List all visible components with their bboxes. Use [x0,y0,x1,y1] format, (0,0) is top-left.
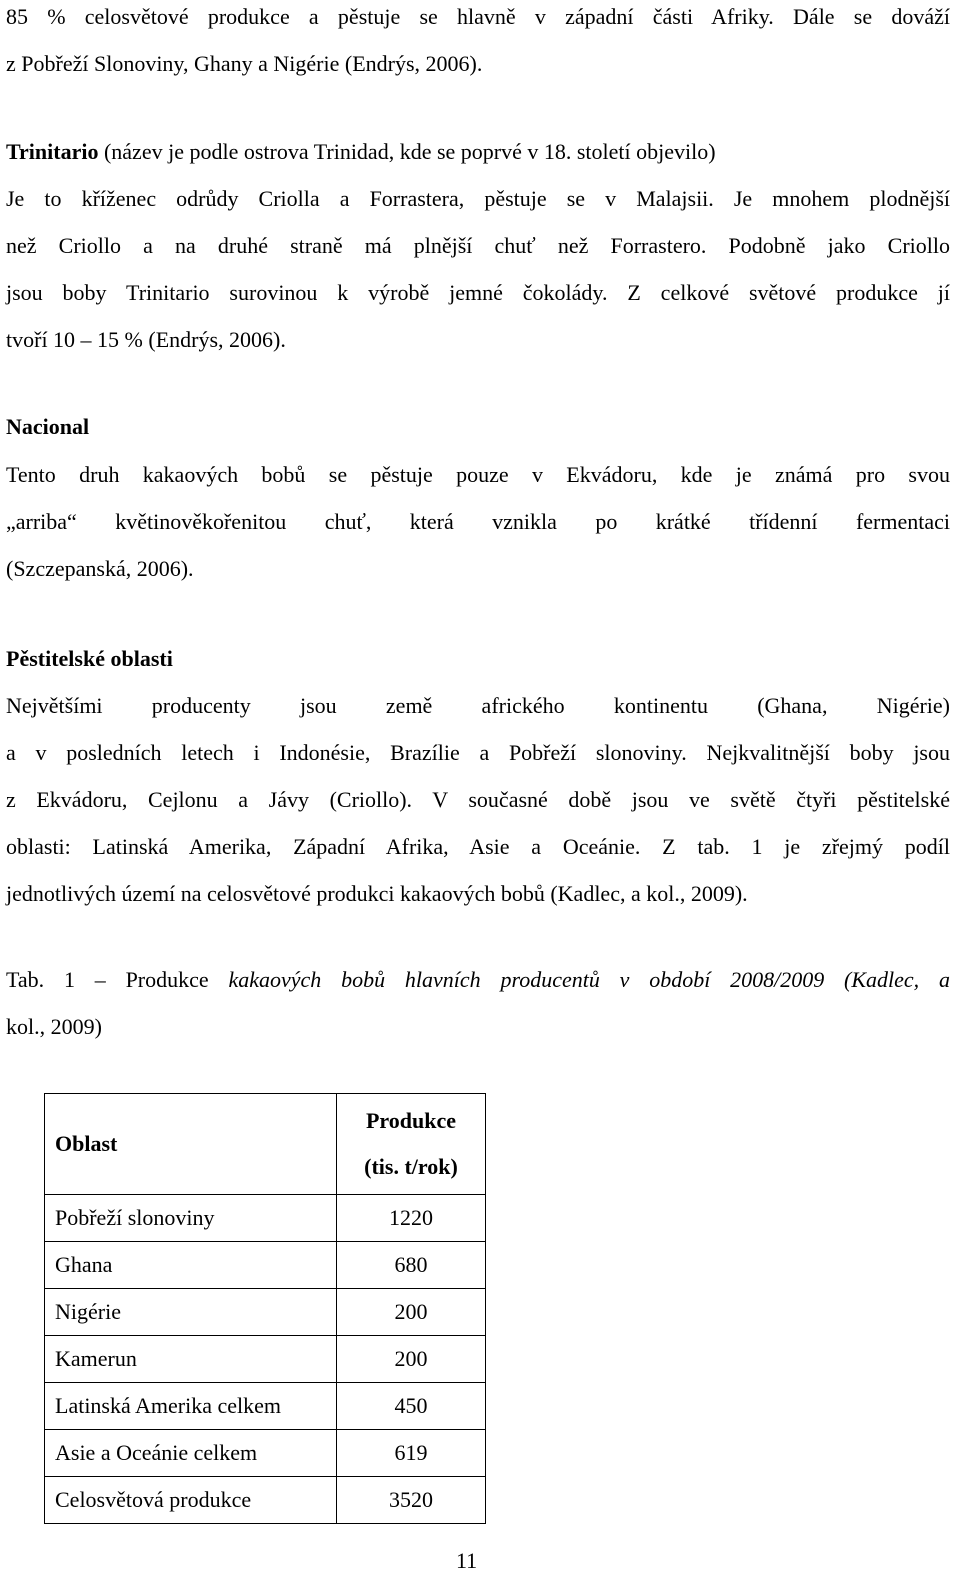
cell-value: 1220 [337,1195,486,1242]
caption-line-2: kol., 2009) [6,1014,102,1039]
trinitario-line-5: tvoří 10 – 15 % (Endrýs, 2006). [6,327,286,352]
cell-value: 3520 [337,1477,486,1524]
header-produkce-line-1: Produkce [365,1108,457,1133]
trinitario-paragraph [6,128,950,363]
cell-value: 680 [337,1242,486,1289]
cell-value: 200 [337,1289,486,1336]
table-caption [6,956,950,1050]
oblasti-heading: Pěstitelské oblasti [6,646,173,671]
production-table [44,1093,486,1524]
table-row [45,1289,486,1336]
cell-area: Celosvětová produkce [45,1477,337,1524]
oblasti-paragraph [6,682,950,917]
trinitario-line-1-rest: (název je podle ostrova Trinidad, kde se poprvé v 18. století objevilo) [98,139,716,164]
trinitario-line-2: Je to kříženec odrůdy Criolla a Forrastera, pěstuje se v Malajsii. Je mnohem plodnější [6,186,950,211]
cell-area: Asie a Oceánie celkem [45,1430,337,1477]
trinitario-line-3: než Criollo a na druhé straně má plnější chuť než Forrastero. Podobně jako Criollo [6,233,950,258]
nacional-line-2: „arriba“ květinověkořenitou chuť, která vznikla po krátké třídenní fermentaci [6,509,950,534]
table-header-row [45,1094,486,1195]
cell-area: Latinská Amerika celkem [45,1383,337,1430]
table-row [45,1242,486,1289]
table-row [45,1195,486,1242]
table-row [45,1430,486,1477]
table-row [45,1477,486,1524]
table-row [45,1383,486,1430]
trinitario-line-1 [6,128,950,175]
intro-line-1: 85 % celosvětové produkce a pěstuje se hlavně v západní části Afriky. Dále se dováží [6,4,950,29]
nacional-heading: Nacional [6,414,90,439]
cell-value: 450 [337,1383,486,1430]
intro-line-2: z Pobřeží Slonoviny, Ghany a Nigérie (Endrýs, 2006). [6,51,483,76]
table-row [45,1336,486,1383]
nacional-line-1: Tento druh kakaových bobů se pěstuje pouze v Ekvádoru, kde je známá pro svou [6,462,950,487]
trinitario-line-4: jsou boby Trinitario surovinou k výrobě jemné čokolády. Z celkové světové produkce jí [6,280,950,305]
trinitario-term: Trinitario [6,139,99,164]
oblasti-line-4: oblasti: Latinská Amerika, Západní Afrika, Asie a Oceánie. Z tab. 1 je zřejmý podíl [6,834,950,859]
oblasti-line-3: z Ekvádoru, Cejlonu a Jávy (Criollo). V současné době jsou ve světě čtyři pěstitelské [6,787,950,812]
header-oblast: Oblast [45,1094,337,1195]
oblasti-line-5: jednotlivých území na celosvětové produkci kakaových bobů (Kadlec, a kol., 2009). [6,881,748,906]
caption-line-1 [6,956,950,1003]
nacional-paragraph [6,451,950,592]
cell-area: Pobřeží slonoviny [45,1195,337,1242]
cell-area: Kamerun [45,1336,337,1383]
nacional-line-3: (Szczepanská, 2006). [6,556,194,581]
intro-paragraph [6,0,950,87]
cell-value: 200 [337,1336,486,1383]
cell-value: 619 [337,1430,486,1477]
oblasti-line-1: Největšími producenty jsou země afrického kontinentu (Ghana, Nigérie) [6,693,950,718]
oblasti-line-2: a v posledních letech i Indonésie, Brazílie a Pobřeží slonoviny. Nejkvalitnější boby jsou [6,740,950,765]
cell-area: Ghana [45,1242,337,1289]
caption-italic: kakaových bobů hlavních producentů v období 2008/2009 (Kadlec, a [228,967,950,992]
cell-area: Nigérie [45,1289,337,1336]
caption-prefix: Tab. 1 – Produkce [6,967,229,992]
header-produkce [337,1094,486,1195]
page-number: 11 [456,1548,478,1573]
header-produkce-line-2: (tis. t/rok) [364,1154,458,1179]
